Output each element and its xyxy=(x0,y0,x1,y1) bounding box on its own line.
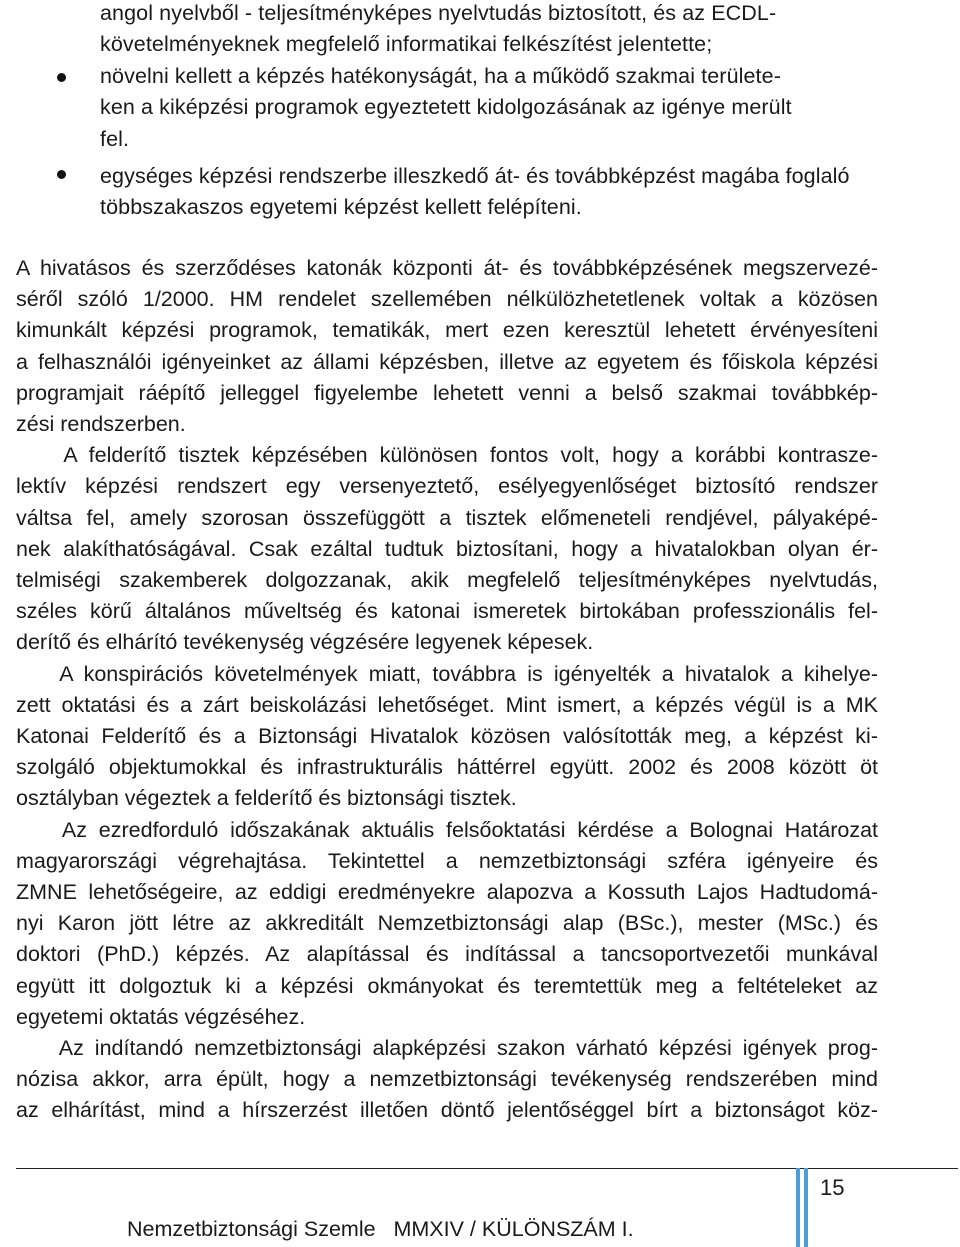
text-line: nózisa akkor, arra épült, hogy a nemzetbiztonsági tevékenység rendszerében mind xyxy=(16,1067,878,1092)
text-line: Az indítandó nemzetbiztonsági alapképzési szakon várható képzési igények prog- xyxy=(16,1036,878,1061)
text-line: váltsa fel, amely szorosan összefüggött a tisztek előmeneteli rendjével, pályaképé- xyxy=(16,505,878,530)
text-line: az elhárítást, mind a hírszerzést illetően döntő jelentőséggel bírt a biztonságot köz- xyxy=(16,1098,878,1123)
text-line: Az ezredforduló időszakának aktuális felsőoktatási kérdése a Bolognai Határozat xyxy=(16,817,878,842)
text-line: nyi Karon jött létre az akkreditált Nemzetbiztonsági alap (BSc.), mester (MSc.) és xyxy=(16,911,878,936)
paragraph-4 xyxy=(16,815,878,1033)
paragraph-5 xyxy=(16,1033,878,1127)
accent-bar xyxy=(804,1168,808,1247)
text-line: programjait ráépítő jelleggel figyelembe lehetett venni a belső szakmai továbbkép- xyxy=(16,380,878,405)
bullet-item-3-line-2: többszakaszos egyetemi képzést kellett felépíteni. xyxy=(100,195,582,219)
text-line: derítő és elhárító tevékenység végzésére legyenek képesek. xyxy=(16,630,594,655)
accent-bar xyxy=(796,1168,800,1247)
text-line: nek alakíthatóságával. Csak ezáltal tudtuk biztosítani, hogy a hivatalokban olyan ér- xyxy=(16,536,878,561)
text-line: telmiségi szakemberek dolgozzanak, akik megfelelő teljesítményképes nyelvtudás, xyxy=(16,568,878,593)
text-line: doktori (PhD.) képzés. Az alapítással és indítással a tancsoportvezetői munkával xyxy=(16,942,878,967)
text-line: zési rendszerben. xyxy=(16,412,186,437)
paragraph-2 xyxy=(16,440,878,658)
text-line: magyarországi végrehajtása. Tekintettel a nemzetbiztonsági szféra igényeire és xyxy=(16,848,878,873)
body-text xyxy=(16,253,878,1127)
text-line: Katonai Felderítő és a Biztonsági Hivatalok közösen valósították meg, a képzést ki- xyxy=(16,724,878,749)
bullet-item-2-line-2: ken a kiképzési programok egyeztetett kidolgozásának az igénye merült xyxy=(100,95,792,119)
text-line: A hivatásos és szerződéses katonák központi át- és továbbképzésének megszervezé- xyxy=(16,256,878,280)
paragraph-1 xyxy=(16,253,878,440)
footer-rule xyxy=(16,1168,958,1169)
text-line: séről szóló 1/2000. HM rendelet szellemében nélkülözhetetlenek voltak a közösen xyxy=(16,287,878,312)
bullet-dot xyxy=(57,170,66,179)
text-line: A felderítő tisztek képzésében különösen fontos volt, hogy a korábbi kontrasze- xyxy=(16,443,878,468)
text-line: széles körű általános műveltség és katonai ismeretek birtokában professzionális fel- xyxy=(16,599,878,624)
text-line: osztályban végeztek a felderítő és biztonsági tisztek. xyxy=(16,786,517,811)
bullet-item-2-line-1: növelni kellett a képzés hatékonyságát, ha a működő szakmai területe- xyxy=(100,64,781,88)
journal-title: Nemzetbiztonsági Szemle MMXIV / KÜLÖNSZÁM I. xyxy=(127,1217,634,1241)
text-line: egyetemi oktatás végzéséhez. xyxy=(16,1004,306,1029)
text-line: ZMNE lehetőségeire, az eddigi eredményekre alapozva a Kossuth Lajos Hadtudomá- xyxy=(16,880,878,905)
paragraph-3 xyxy=(16,659,878,815)
bullet-dot xyxy=(57,73,66,82)
page-number: 15 xyxy=(820,1175,845,1200)
text-line: a felhasználói igényeinket az állami képzésben, illetve az egyetem és főiskola képzési xyxy=(16,349,878,374)
text-line: szolgáló objektumokkal és infrastrukturális háttérrel együtt. 2002 és 2008 között öt xyxy=(16,755,878,780)
text-line: kimunkált képzési programok, tematikák, mert ezen keresztül lehetett érvényesíteni xyxy=(16,318,878,343)
footer-accent-bars xyxy=(796,1168,812,1247)
text-line: együtt itt dolgoztuk ki a képzési okmányokat és teremtettük meg a feltételeket az xyxy=(16,973,878,998)
bullet-item-1-line-2: követelményeknek megfelelő informatikai felkészítést jelentette; xyxy=(100,32,713,56)
text-line: lektív képzési rendszert egy versenyeztető, esélyegyenlőséget biztosító rendszer xyxy=(16,474,878,499)
text-line: A konspirációs követelmények miatt, továbbra is igényelték a hivatalok a kihelye- xyxy=(16,661,878,686)
text-line: zett oktatási és a zárt beiskolázási lehetőséget. Mint ismert, a képzés végül is a MK xyxy=(16,692,878,717)
bullet-item-1-line-1: angol nyelvből - teljesítményképes nyelvtudás biztosított, és az ECDL- xyxy=(100,1,777,25)
bullet-item-3-line-1: egységes képzési rendszerbe illeszkedő át- és továbbképzést magába foglaló xyxy=(100,164,850,188)
bullet-item-2-line-3: fel. xyxy=(100,127,130,151)
